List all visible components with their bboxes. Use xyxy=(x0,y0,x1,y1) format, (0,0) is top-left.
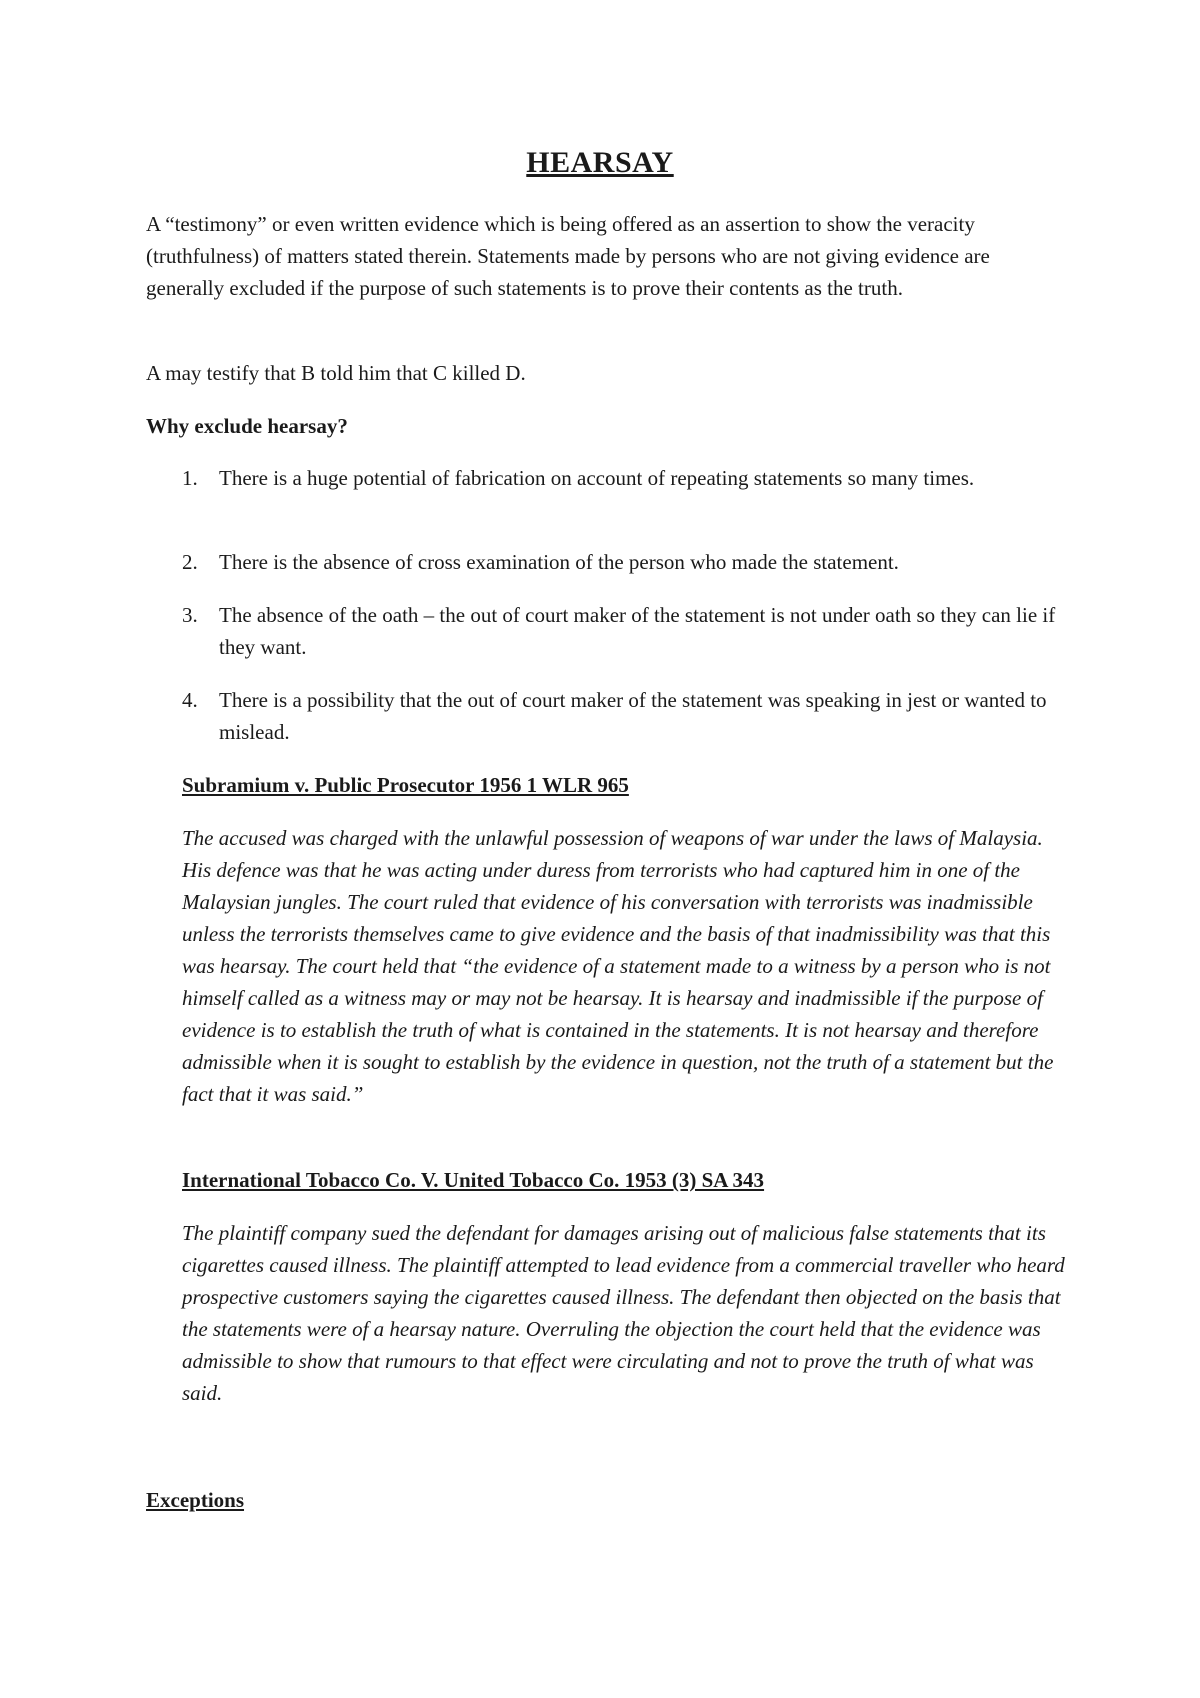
case-summary-international-tobacco: The plaintiff company sued the defendant for damages arising out of malicious false statements that its cigarettes caused illness. The plaintiff attempted to lead evidence from a commercial traveller who heard prospective customers saying the cigarettes caused illness. The defendant then objected on the basis that the statements were of a hearsay nature. Overruling the objection the court held that the evidence was admissible to show that rumours to that effect were circulating and not to prove the truth of what was said. xyxy=(182,1221,1065,1405)
list-number: 1. xyxy=(182,466,198,490)
case-title-subramium: Subramium v. Public Prosecutor 1956 1 WLR 965 xyxy=(182,773,629,797)
list-number: 3. xyxy=(182,603,198,627)
list-text: There is the absence of cross examination of the person who made the statement. xyxy=(219,550,899,574)
case-summary-subramium: The accused was charged with the unlawful possession of weapons of war under the laws of Malaysia. His defence was that he was acting under duress from terrorists who had captured him in one of the Malaysian jungles. The court ruled that evidence of his conversation with terrorists was inadmissible unless the terrorists themselves came to give evidence and the basis of that inadmissibility was that this was hearsay. The court held that “the evidence of a statement made to a witness by a person who is not himself called as a witness may or may not be hearsay. It is hearsay and inadmissible if the purpose of evidence is to establish the truth of what is contained in the statements. It is not hearsay and therefore admissible when it is sought to establish by the evidence in question, not the truth of a statement but the fact that it was said.” xyxy=(182,826,1054,1106)
list-number: 4. xyxy=(182,688,198,712)
definition-paragraph: A “testimony” or even written evidence which is being offered as an assertion to show the veracity (truthfulness) of matters stated therein. Statements made by persons who are not giving evidence are generally excluded if the purpose of such statements is to prove their contents as the truth. xyxy=(146,212,990,300)
exceptions-heading: Exceptions xyxy=(146,1488,245,1512)
list-text: There is a huge potential of fabrication on account of repeating statements so many times. xyxy=(219,466,975,490)
why-exclude-heading: Why exclude hearsay? xyxy=(146,414,348,438)
list-number: 2. xyxy=(182,550,198,574)
page-title: HEARSAY xyxy=(526,146,674,179)
list-text: The absence of the oath – the out of court maker of the statement is not under oath so they can lie if they want. xyxy=(219,603,1056,659)
case-title-international-tobacco: International Tobacco Co. V. United Tobacco Co. 1953 (3) SA 343 xyxy=(182,1168,765,1192)
list-text: There is a possibility that the out of court maker of the statement was speaking in jest or wanted to mislead. xyxy=(219,688,1047,744)
example-paragraph: A may testify that B told him that C killed D. xyxy=(146,361,526,385)
